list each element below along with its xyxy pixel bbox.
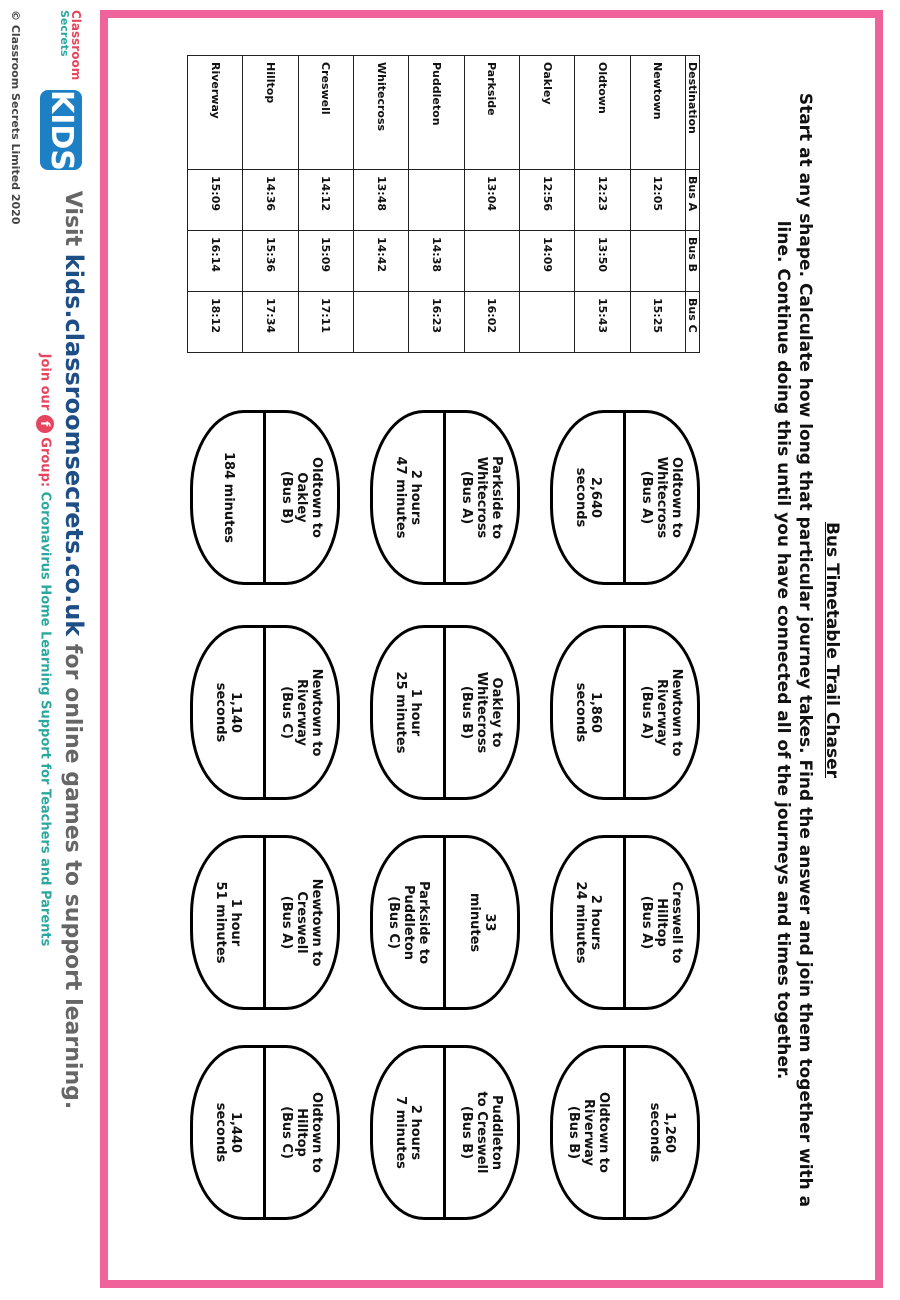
card-top: 1,260 seconds: [624, 1048, 698, 1217]
cell-time: 16:14: [188, 231, 243, 292]
cell-time: 13:48: [354, 170, 409, 231]
table-row: [409, 56, 464, 353]
kids-logo: KIDS: [40, 90, 82, 170]
journey-card[interactable]: [190, 410, 340, 585]
cell-stop: Oldtown: [575, 56, 630, 170]
card-top: Newtown to Riverway (Bus A): [624, 628, 698, 797]
journey-card[interactable]: [370, 1045, 520, 1220]
card-bottom: Parkside to Puddleton (Bus C): [385, 881, 431, 964]
journey-card[interactable]: [550, 410, 700, 585]
facebook-icon: f: [36, 415, 54, 433]
instructions: Start at any shape. Calculate how long that particular journey takes. Find the answer and join them together with a line. Continue doing this until you have connected all of the journeys and times together.: [773, 92, 815, 1208]
cell-time: 15:09: [298, 231, 353, 292]
cell-time: 17:34: [243, 292, 298, 353]
cell-time: 14:09: [520, 231, 575, 292]
cell-time: 14:38: [409, 231, 464, 292]
cell-stop: Whitecross: [354, 56, 409, 170]
card-bottom: 1,440 seconds: [213, 1102, 244, 1163]
cell-time: 14:42: [354, 231, 409, 292]
facebook-group-link[interactable]: Coronavirus Home Learning Support for Teachers and Parents: [37, 491, 53, 947]
cell-stop: Riverway: [188, 56, 243, 170]
cell-time: 15:36: [243, 231, 298, 292]
visit-line: Visit kids.classroomsecrets.co.uk for online games to support learning.: [60, 190, 88, 1110]
card-bottom: 184 minutes: [220, 452, 236, 543]
card-top: Puddleton to Creswell (Bus B): [444, 1048, 518, 1217]
header-bus-a: Bus A: [686, 170, 700, 231]
table-header-row: [686, 56, 700, 353]
table-row: [464, 56, 519, 353]
cell-time: 14:12: [298, 170, 353, 231]
card-top: Parkside to Whitecross (Bus A): [444, 413, 518, 582]
journey-card[interactable]: [370, 835, 520, 1010]
header-destination: Destination: [686, 56, 700, 170]
card-top: Creswell to Hilltop (Bus A): [624, 838, 698, 1007]
cell-time: 13:50: [575, 231, 630, 292]
card-top: Oldtown to Oakley (Bus B): [264, 413, 338, 582]
cell-stop: Newtown: [630, 56, 685, 170]
cell-time: [630, 231, 685, 292]
cell-time: 12:05: [630, 170, 685, 231]
cell-time: [409, 170, 464, 231]
journey-card[interactable]: [370, 410, 520, 585]
cell-stop: Hilltop: [243, 56, 298, 170]
site-url[interactable]: kids.classroomsecrets.co.uk: [60, 253, 88, 637]
cell-time: 13:04: [464, 170, 519, 231]
card-top: 33 minutes: [444, 838, 518, 1007]
card-top: Oldtown to Hilltop (Bus C): [264, 1048, 338, 1217]
journey-card[interactable]: [190, 625, 340, 800]
cell-time: [354, 292, 409, 353]
cell-time: 15:43: [575, 292, 630, 353]
header-bus-c: Bus C: [686, 292, 700, 353]
card-top: Oakley to Whitecross (Bus B): [444, 628, 518, 797]
cell-time: 12:56: [520, 170, 575, 231]
cell-time: [520, 292, 575, 353]
card-bottom: 1 hour 51 minutes: [213, 881, 244, 964]
card-bottom: 2 hours 47 minutes: [393, 456, 424, 539]
journey-card[interactable]: [550, 1045, 700, 1220]
card-bottom: 1 hour 25 minutes: [393, 671, 424, 754]
cell-time: 15:09: [188, 170, 243, 231]
card-top: Newtown to Riverway (Bus C): [264, 628, 338, 797]
cell-stop: Creswell: [298, 56, 353, 170]
table-row: [630, 56, 685, 353]
page-title: Bus Timetable Trail Chaser: [822, 521, 842, 779]
card-bottom: 2 hours 24 minutes: [573, 881, 604, 964]
cell-stop: Parkside: [464, 56, 519, 170]
journey-card[interactable]: [550, 625, 700, 800]
cell-time: 12:23: [575, 170, 630, 231]
cell-time: 15:25: [630, 292, 685, 353]
card-bottom: Oldtown to Riverway (Bus B): [565, 1092, 611, 1173]
card-top: Newtown to Creswell (Bus A): [264, 838, 338, 1007]
card-bottom: 2 hours 7 minutes: [393, 1096, 424, 1169]
cell-time: 16:02: [464, 292, 519, 353]
journey-card[interactable]: [550, 835, 700, 1010]
join-line: Join our f Group: Coronavirus Home Learning Support for Teachers and Parents: [37, 353, 53, 947]
table-row: [354, 56, 409, 353]
cell-time: 18:12: [188, 292, 243, 353]
table-row: [188, 56, 243, 353]
journey-card[interactable]: [190, 835, 340, 1010]
classroom-secrets-logo: Classroom Secrets: [58, 10, 83, 81]
table-row: [298, 56, 353, 353]
copyright: © Classroom Secrets Limited 2020: [9, 10, 22, 225]
card-bottom: 1,140 seconds: [213, 682, 244, 743]
table-row: [575, 56, 630, 353]
header-bus-b: Bus B: [686, 231, 700, 292]
bus-timetable: [187, 55, 700, 353]
cell-stop: Puddleton: [409, 56, 464, 170]
cell-time: 17:11: [298, 292, 353, 353]
card-bottom: 2,640 seconds: [573, 467, 604, 528]
journey-card[interactable]: [370, 625, 520, 800]
table-row: [520, 56, 575, 353]
cell-stop: Oakley: [520, 56, 575, 170]
journey-card[interactable]: [190, 1045, 340, 1220]
card-bottom: 1,860 seconds: [573, 682, 604, 743]
card-top: Oldtown to Whitecross (Bus A): [624, 413, 698, 582]
table-row: [243, 56, 298, 353]
cell-time: 16:23: [409, 292, 464, 353]
cell-time: 14:36: [243, 170, 298, 231]
cell-time: [464, 231, 519, 292]
